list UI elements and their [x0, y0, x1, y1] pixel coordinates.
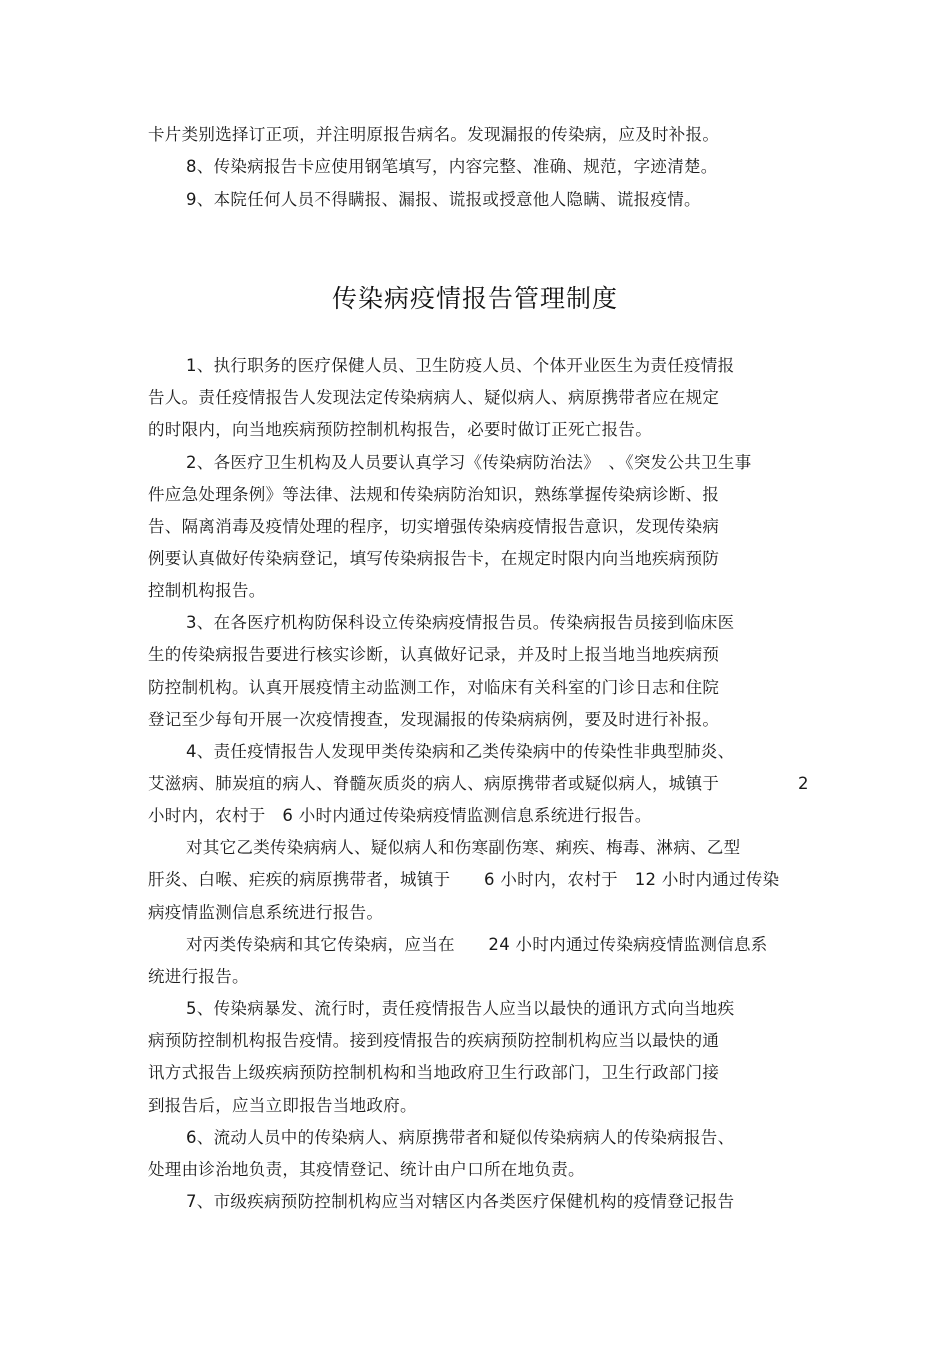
document-title: 传染病疫情报告管理制度: [331, 284, 618, 313]
paragraph-line-fragment: 2: [798, 774, 809, 793]
paragraph-line: 3、在各医疗机构防保科设立传染病疫情报告员。传染病报告员接到临床医: [186, 613, 735, 632]
paragraph-line: 小时内，农村于 6 小时内通过传染病疫情监测信息系统进行报告。: [148, 806, 652, 825]
paragraph-line: 防控制机构。认真开展疫情主动监测工作，对临床有关科室的门诊日志和住院: [148, 678, 720, 697]
paragraph-line: 例要认真做好传染病登记，填写传染病报告卡，在规定时限内向当地疾病预防: [148, 549, 720, 568]
paragraph-line: 9、本院任何人员不得瞒报、漏报、谎报或授意他人隐瞒、谎报疫情。: [186, 190, 701, 209]
paragraph-line: 7、市级疾病预防控制机构应当对辖区内各类医疗保健机构的疫情登记报告: [186, 1192, 735, 1211]
paragraph-line: 统进行报告。: [148, 967, 249, 986]
paragraph-line: 到报告后，应当立即报告当地政府。: [148, 1096, 417, 1115]
paragraph-line: 肝炎、白喉、疟疾的病原携带者，城镇于 6 小时内，农村于 12 小时内通过传染: [148, 870, 780, 889]
paragraph-line: 件应急处理条例》等法律、法规和传染病防治知识，熟练掌握传染病诊断、报: [148, 485, 720, 504]
paragraph-line: 告人。责任疫情报告人发现法定传染病病人、疑似病人、病原携带者应在规定: [148, 388, 720, 407]
paragraph-line: 2、各医疗卫生机构及人员要认真学习《传染病防治法》 、《突发公共卫生事: [186, 453, 752, 472]
paragraph-line: 对丙类传染病和其它传染病，应当在 24 小时内通过传染病疫情监测信息系: [186, 935, 768, 954]
paragraph-line: 登记至少每旬开展一次疫情搜查，发现漏报的传染病病例，要及时进行补报。: [148, 710, 720, 729]
paragraph-line: 1、执行职务的医疗保健人员、卫生防疫人员、个体开业医生为责任疫情报: [186, 356, 735, 375]
paragraph-line: 控制机构报告。: [148, 581, 266, 600]
paragraph-line: 讯方式报告上级疾病预防控制机构和当地政府卫生行政部门，卫生行政部门接: [148, 1063, 720, 1082]
paragraph-line: 的时限内，向当地疾病预防控制机构报告，必要时做订正死亡报告。: [148, 420, 652, 439]
paragraph-line: 病预防控制机构报告疫情。接到疫情报告的疾病预防控制机构应当以最快的通: [148, 1031, 720, 1050]
paragraph-line: 告、隔离消毒及疫情处理的程序，切实增强传染病疫情报告意识，发现传染病: [148, 517, 720, 536]
paragraph-line: 病疫情监测信息系统进行报告。: [148, 903, 384, 922]
paragraph-line: 5、传染病暴发、流行时，责任疫情报告人应当以最快的通讯方式向当地疾: [186, 999, 735, 1018]
paragraph-line: 8、传染病报告卡应使用钢笔填写，内容完整、准确、规范，字迹清楚。: [186, 157, 718, 176]
paragraph-line: 艾滋病、肺炭疽的病人、脊髓灰质炎的病人、病原携带者或疑似病人，城镇于: [148, 774, 720, 793]
paragraph-line: 卡片类别选择订正项，并注明原报告病名。发现漏报的传染病，应及时补报。: [148, 125, 720, 144]
paragraph-line: 4、责任疫情报告人发现甲类传染病和乙类传染病中的传染性非典型肺炎、: [186, 742, 735, 761]
paragraph-line: 6、流动人员中的传染病人、病原携带者和疑似传染病病人的传染病报告、: [186, 1128, 735, 1147]
paragraph-line: 生的传染病报告要进行核实诊断，认真做好记录，并及时上报当地当地疾病预: [148, 645, 720, 664]
paragraph-line: 对其它乙类传染病病人、疑似病人和伤寒副伤寒、痢疾、梅毒、淋病、乙型: [186, 838, 741, 857]
paragraph-line: 处理由诊治地负责，其疫情登记、统计由户口所在地负责。: [148, 1160, 585, 1179]
